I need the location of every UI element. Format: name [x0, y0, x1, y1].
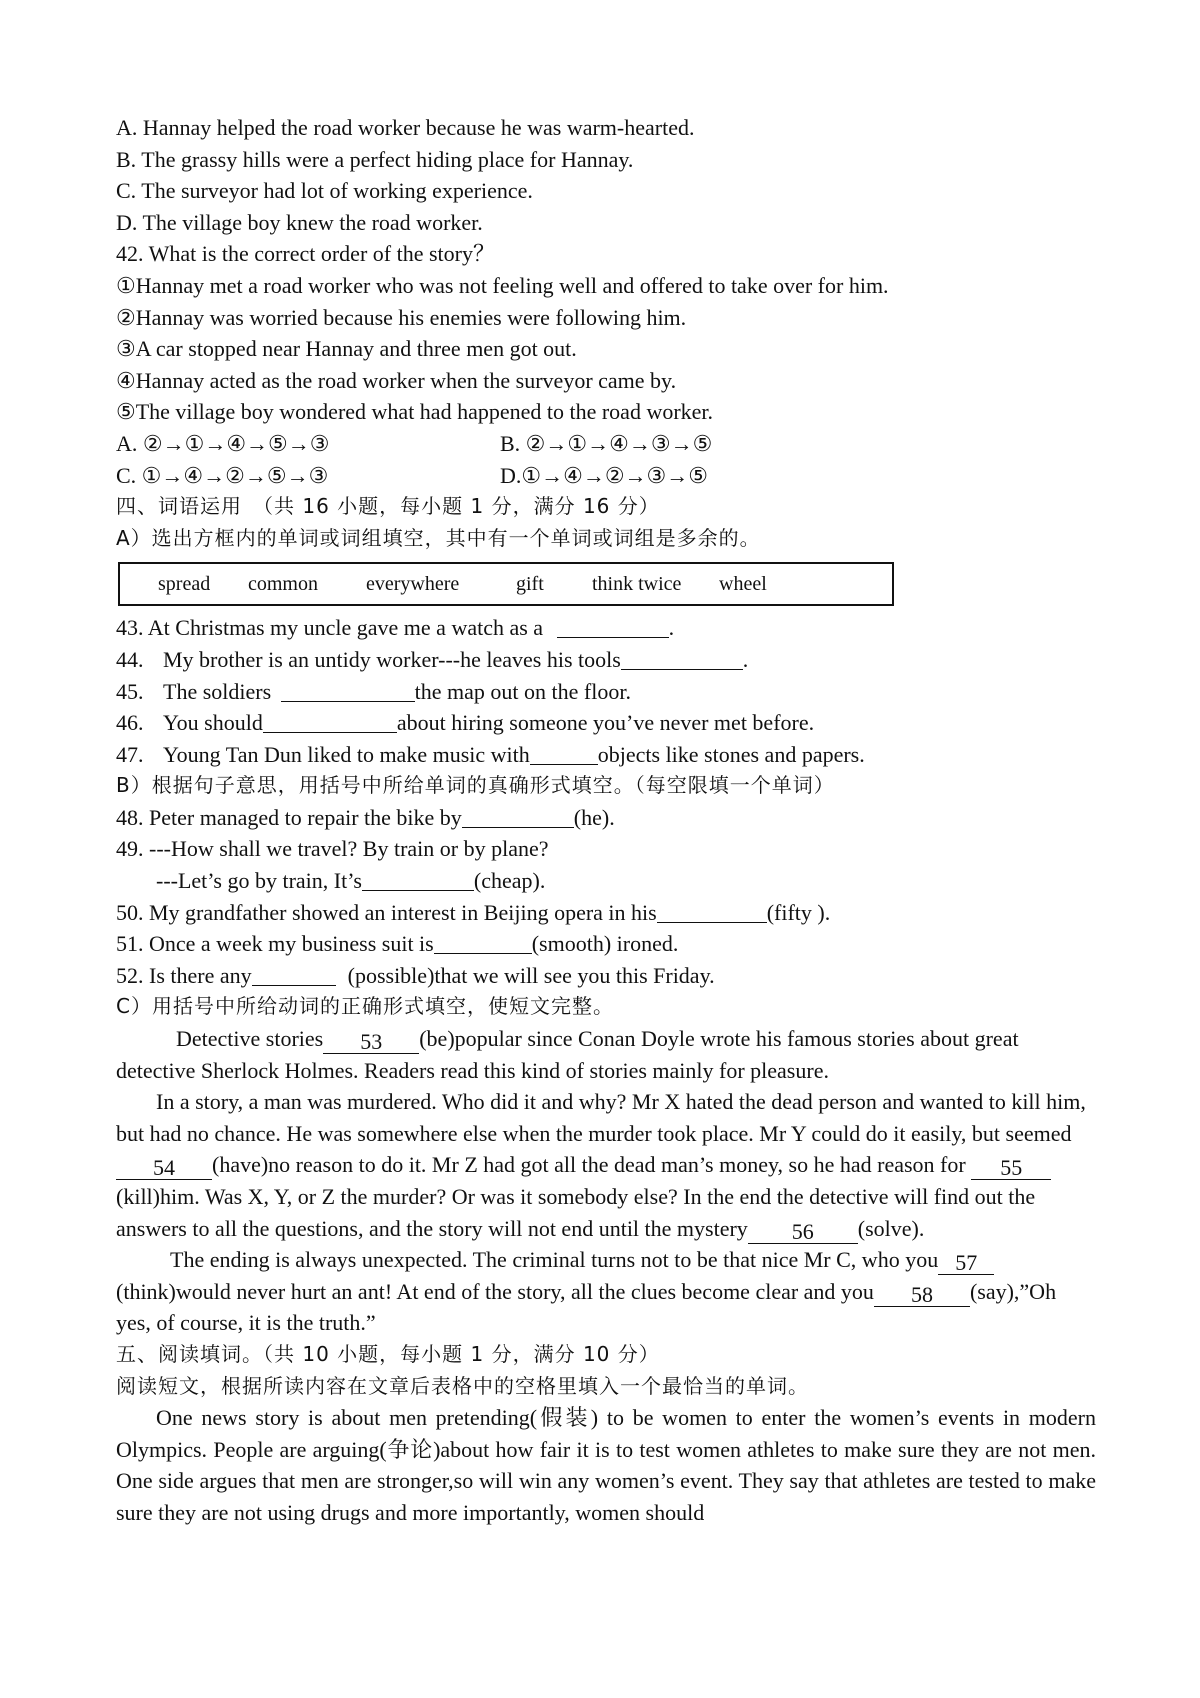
- q49-text: ---Let’s go by train, It’s: [156, 868, 362, 894]
- q56-blank[interactable]: 56: [748, 1221, 858, 1244]
- passage-text: (think)would never hurt an ant! At end of the story, all the clues become clear and you: [116, 1278, 874, 1304]
- section4-part-c-instruction: C）用括号中所给动词的正确形式填空，使短文完整。: [116, 994, 614, 1019]
- passage-text: (solve).: [857, 1215, 925, 1241]
- q46-number: 46.: [116, 710, 144, 736]
- q41-option-d: D. The village boy knew the road worker.: [116, 209, 483, 235]
- q42-option-b: B. ②→①→④→③→⑤: [500, 430, 713, 456]
- q50-text: 50. My grandfather showed an interest in Beijing opera in his: [116, 899, 657, 925]
- q42-event-4: ④Hannay acted as the road worker when the surveyor came by.: [116, 367, 677, 393]
- q51-end: (smooth) ironed.: [531, 931, 679, 957]
- q42-options-row-2: [116, 460, 1096, 492]
- word-box-item: gift: [516, 572, 544, 595]
- q43-number: 43.: [116, 615, 144, 641]
- q41-option-c: C. The surveyor had lot of working experience.: [116, 178, 533, 204]
- q49-line-1: 49. ---How shall we travel? By train or by plane?: [116, 836, 549, 862]
- passage-text: Detective stories: [176, 1026, 324, 1052]
- q43: [116, 612, 1096, 644]
- q46-blank[interactable]: [263, 710, 397, 733]
- q46-text: You should: [163, 710, 263, 736]
- word-box-item: common: [248, 572, 318, 595]
- q48-blank[interactable]: [462, 805, 574, 828]
- q44-text: My brother is an untidy worker---he leaves his tools: [163, 646, 621, 672]
- q44-number: 44.: [116, 646, 144, 672]
- section5-heading: 五、阅读填词。（共 10 小题，每小题 1 分，满分 10 分）: [116, 1341, 660, 1366]
- part-c-paragraph-1: [116, 1023, 1096, 1086]
- word-box-item: wheel: [719, 572, 767, 595]
- q44-end: .: [742, 646, 749, 672]
- q45-text: The soldiers: [163, 678, 272, 704]
- q50: [116, 897, 1096, 929]
- q49-line-2: [116, 865, 1096, 897]
- q43-text: At Christmas my uncle gave me a watch as a: [147, 615, 544, 641]
- q50-blank[interactable]: [657, 900, 767, 923]
- q51-text: 51. Once a week my business suit is: [116, 931, 434, 957]
- passage-text: The ending is always unexpected. The criminal turns not to be that nice Mr C, who you: [170, 1247, 939, 1273]
- q42-option-d: D.①→④→②→③→⑤: [500, 462, 709, 488]
- q42-event-1: ①Hannay met a road worker who was not feeling well and offered to take over for him.: [116, 272, 889, 298]
- q41-option-b: B. The grassy hills were a perfect hiding place for Hannay.: [116, 146, 634, 172]
- q52-text: 52. Is there any: [116, 962, 252, 988]
- q42-option-a: A. ②→①→④→⑤→③: [116, 430, 330, 456]
- part-c-paragraph-2: [116, 1086, 1096, 1244]
- q49-end: (cheap).: [473, 868, 546, 894]
- q47-end: objects like stones and papers.: [597, 741, 865, 767]
- q42-event-2: ②Hannay was worried because his enemies were following him.: [116, 304, 687, 330]
- q47-number: 47.: [116, 741, 144, 767]
- word-box: [118, 562, 894, 606]
- passage-text: (be)popular since Conan Doyle wrote his famous stories about great detective Sherlock Holmes. Readers read this kind of stories mainly for pleasure.: [116, 1026, 1019, 1083]
- passage-text: In a story, a man was murdered. Who did it and why? Mr X hated the dead person and wanted to kill him, but had no chance. He was somewhere else when the murder took place. Mr Y could do it easily, but seemed: [116, 1089, 1086, 1146]
- q53-blank[interactable]: 53: [323, 1031, 419, 1054]
- q55-blank[interactable]: 55: [971, 1157, 1051, 1180]
- q42-event-3: ③A car stopped near Hannay and three men got out.: [116, 336, 577, 362]
- q45-end: the map out on the floor.: [414, 678, 631, 704]
- passage-text: (say),”Oh yes, of course, it is the truth.”: [116, 1278, 1057, 1336]
- q46-end: about hiring someone you’ve never met before.: [396, 710, 815, 736]
- q42-option-c: C. ①→④→②→⑤→③: [116, 462, 329, 488]
- q41-option-a: A. Hannay helped the road worker because he was warm-hearted.: [116, 115, 695, 140]
- word-box-item: everywhere: [366, 572, 460, 595]
- q48: [116, 802, 1096, 834]
- section4-part-b-instruction: B）根据句子意思，用括号中所给单词的真确形式填空。（每空限填一个单词）: [116, 773, 835, 798]
- section5-passage: One news story is about men pretending(假装) to be women to enter the women’s events in modern Olympics. People are arguing(争论)about how fair it is to test women athletes to make sure they are not men. One side argues that men are stronger,so will win any women’s event. They say that athletes are tested to make sure they are not using drugs and more importantly, women should: [116, 1405, 1096, 1525]
- q50-end: (fifty ).: [766, 899, 831, 925]
- q52-blank[interactable]: [252, 963, 336, 986]
- part-c-paragraph-3: [116, 1244, 1096, 1339]
- q51: [116, 928, 1096, 960]
- section4-part-a-instruction: A）选出方框内的单词或词组填空，其中有一个单词或词组是多余的。: [116, 525, 761, 550]
- section4-heading: 四、词语运用 （共 16 小题，每小题 1 分，满分 16 分）: [116, 494, 660, 519]
- section5-instruction: 阅读短文，根据所读内容在文章后表格中的空格里填入一个最恰当的单词。: [116, 1373, 809, 1398]
- word-box-item: think twice: [592, 572, 682, 595]
- q42-event-5: ⑤The village boy wondered what had happened to the road worker.: [116, 399, 714, 425]
- q52: [116, 960, 1096, 992]
- exam-page: [116, 112, 1096, 1529]
- q42-options-row-1: [116, 428, 1096, 460]
- q48-end: (he).: [573, 804, 615, 830]
- q45: [116, 676, 1096, 708]
- passage-text: (have)no reason to do it. Mr Z had got all the dead man’s money, so he had reason for: [212, 1152, 966, 1178]
- q44-blank[interactable]: [621, 647, 743, 670]
- q45-blank[interactable]: [281, 679, 415, 702]
- q54-blank[interactable]: 54: [116, 1157, 212, 1180]
- q46: [116, 707, 1096, 739]
- passage-text: (kill)him. Was X, Y, or Z the murder? Or was it somebody else? In the end the detective will find out the answers to all the questions, and the story will not end until the mystery: [116, 1184, 1036, 1241]
- q42-question: 42. What is the correct order of the story？: [116, 241, 495, 267]
- q52-end: (possible)that we will see you this Friday.: [347, 962, 715, 988]
- q47-text: Young Tan Dun liked to make music with: [163, 741, 530, 767]
- q47: [116, 739, 1096, 771]
- q49-blank[interactable]: [362, 868, 474, 891]
- q43-end: .: [668, 615, 675, 641]
- q48-text: 48. Peter managed to repair the bike by: [116, 804, 462, 830]
- q58-blank[interactable]: 58: [874, 1284, 970, 1307]
- q57-blank[interactable]: 57: [938, 1252, 994, 1275]
- q51-blank[interactable]: [434, 931, 532, 954]
- q44: [116, 644, 1096, 676]
- q47-blank[interactable]: [530, 742, 598, 765]
- q45-number: 45.: [116, 678, 144, 704]
- word-box-item: spread: [158, 572, 211, 595]
- q43-blank[interactable]: [557, 615, 669, 638]
